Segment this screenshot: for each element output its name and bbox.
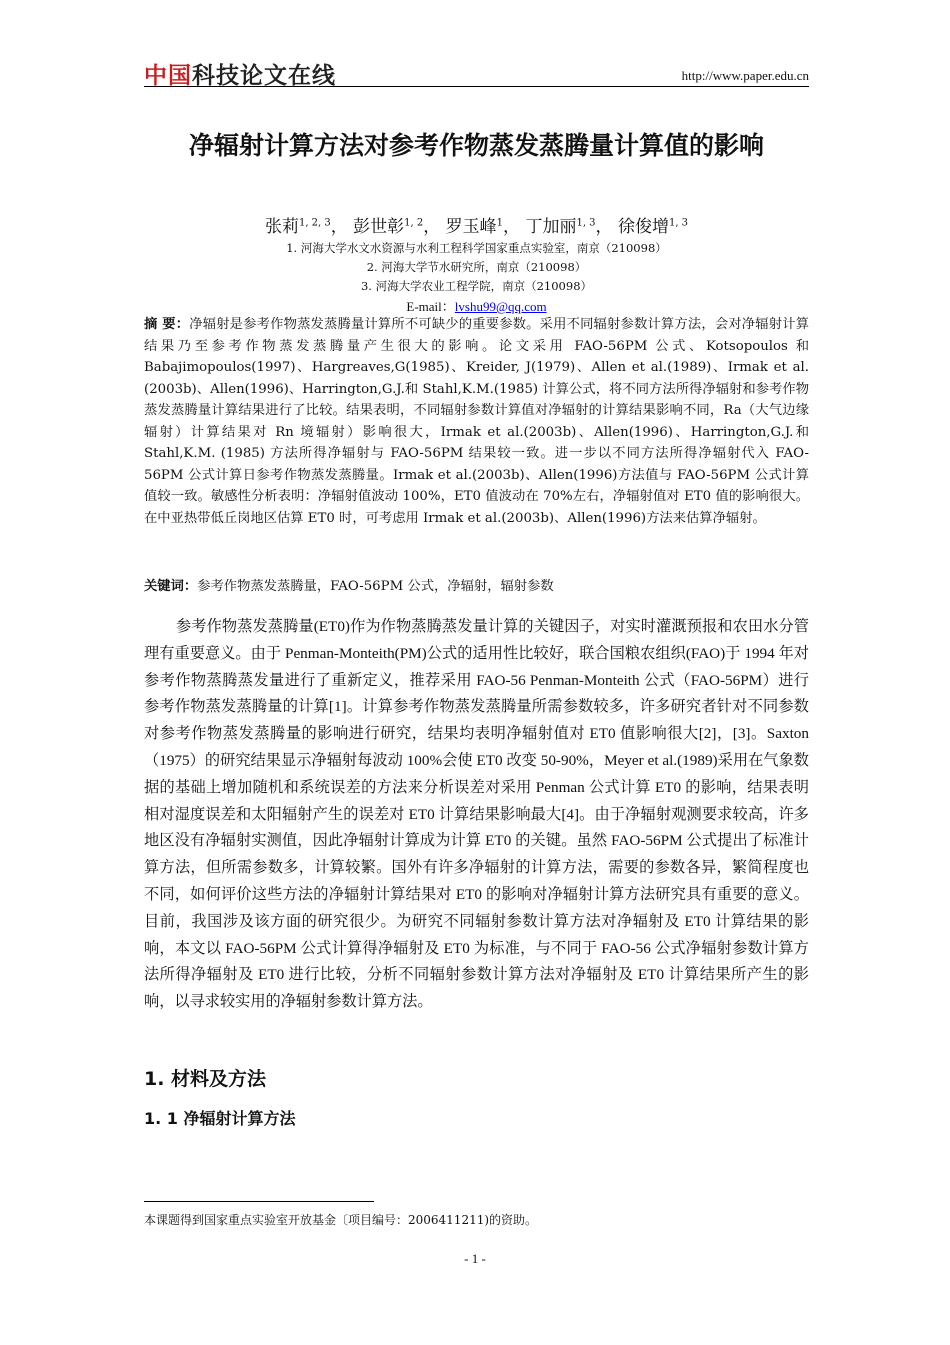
author-name: 丁加丽 [525,217,577,237]
abstract-label: 摘 要： [144,317,190,332]
author-list: 张莉$^{1, 2, 3}$， 彭世彰$^{1, 2}$， 罗玉峰$^1$， 丁加丽$^{1, 3}$， 徐俊增$^{1, 3}$ [264,217,689,237]
author-affil-sup: 1, 3 [668,217,689,229]
author-affil-sup: 1, 3 [576,217,596,229]
keywords-text: 参考作物蒸发蒸腾量，FAO-56PM 公式，净辐射，辐射参数 [197,579,554,594]
keywords [144,575,809,594]
affiliation-2: 2. 河海大学节水研究所，南京（210098） [366,260,587,274]
paper-title: 净辐射计算方法对参考作物蒸发蒸腾量计算值的影响 [188,131,764,160]
author-affil-sup: 1 [496,217,504,229]
affiliation-1: 1. 河海大学水文水资源与水利工程科学国家重点实验室，南京（210098） [286,241,667,255]
author-name: 徐俊增 [617,217,669,237]
author-affil-sup: 1, 2, 3 [298,217,331,229]
abstract [144,314,809,529]
abstract-text: 净辐射是参考作物蒸发蒸腾量计算所不可缺少的重要参数。采用不同辐射参数计算方法，会对净辐射计算结果乃至参考作物蒸发蒸腾量产生很大的影响。论文采用 FAO-56PM 公式、Kotsopoulos 和 Babajimopoulos(1997)、Hargreaves,G(1985)、Kreider, J(1979)、Allen et al.(1989)、Irmak et al.(2003b)、Allen(1996)、Harrington,G.J.和 Stahl,K.M.(1985) 计算公式，将不同方法所得净辐射和参考作物蒸发蒸腾量计算结果进行了比较。结果表明，不同辐射参数计算值对净辐射的计算结果影响不同，Ra（大气边缘辐射）计算结果对 Rn 境辐射）影响很大，Irmak et al.(2003b)、Allen(1996)、Harrington,G.J.和 Stahl,K.M. (1985) 方法所得净辐射与 FAO-56PM 结果较一致。进一步以不同方法所得净辐射代入 FAO-56PM 公式计算日参考作物蒸发蒸腾量。Irmak et al.(2003b)、Allen(1996)方法值与 FAO-56PM 公式计算值较一致。敏感性分析表明：净辐射值波动 100%，ET0 值波动在 70%左右，净辐射值对 ET0 值的影响很大。在中亚热带低丘岗地区估算 ET0 时，可考虑用 Irmak et al.(2003b)、Allen(1996)方法来估算净辐射。 [144,317,809,526]
logo-part-dark: 科技论文在线 [192,63,336,89]
page-number: - 1 - [464,1251,486,1266]
subsection-heading: 1. 1 净辐射计算方法 [144,1109,296,1128]
intro-paragraph: 参考作物蒸发蒸腾量(ET0)作为作物蒸腾蒸发量计算的关键因子，对实时灌溉预报和农田水分管理有重要意义。由于 Penman-Monteith(PM)公式的适用性比较好，联合国粮农组织(FAO)于 1994 年对参考作物蒸腾蒸发量进行了重新定义，推荐采用 FAO-56 Penman-Monteith 公式（FAO-56PM）进行参考作物蒸发蒸腾量的计算[1]。计算参考作物蒸发蒸腾量所需参数较多，许多研究者针对不同参数对参考作物蒸发蒸腾量的影响进行研究，结果均表明净辐射值对 ET0 值影响很大[2]，[3]。Saxton（1975）的研究结果显示净辐射每波动 100%会使 ET0 改变 50-90%，Meyer et al.(1989)采用在气象数据的基础上增加随机和系统误差的方法来分析误差对采用 Penman 公式计算 ET0 的影响，结果表明相对湿度误差和太阳辐射产生的误差对 ET0 计算结果影响最大[4]。由于净辐射观测要求较高，许多地区没有净辐射实测值，因此净辐射计算成为计算 ET0 的关键。虽然 FAO-56PM 公式提出了标准计算方法，但所需参数多，计算较繁。国外有许多净辐射的计算方法，需要的参数各异，繁简程度也不同，如何评价这些方法的净辐射计算结果对 ET0 的影响对净辐射计算方法研究具有重要的意义。目前，我国涉及该方面的研究很少。为研究不同辐射参数计算方法对净辐射及 ET0 计算结果的影响，本文以 FAO-56PM 公式计算得净辐射及 ET0 为标准，与不同于 FAO-56 公式净辐射参数计算方法所得净辐射及 ET0 进行比较，分析不同辐射参数计算方法对净辐射及 ET0 计算结果所产生的影响，以寻求较实用的净辐射参数计算方法。 [144,618,809,1011]
footnote: 本课题得到国家重点实验室开放基金〔项目编号：2006411211)的资助。 [144,1213,538,1227]
author-name: 彭世彰 [353,217,405,237]
author-name: 罗玉峰 [445,217,497,237]
footnote-rule [144,1201,374,1202]
logo-part-red: 中国 [144,63,192,89]
header-rule [144,86,809,87]
author-name: 张莉 [264,217,299,237]
section-heading: 1. 材料及方法 [144,1068,267,1090]
affiliation-3: 3. 河海大学农业工程学院，南京（210098） [360,279,593,293]
email-link[interactable]: lvshu99@qq.com [454,299,547,314]
author-affil-sup: 1, 2 [404,217,424,229]
email-line [144,296,809,315]
keywords-label: 关键词： [144,579,198,594]
site-url[interactable]: http://www.paper.edu.cn [681,68,809,83]
email-label: E-mail： [406,299,455,314]
